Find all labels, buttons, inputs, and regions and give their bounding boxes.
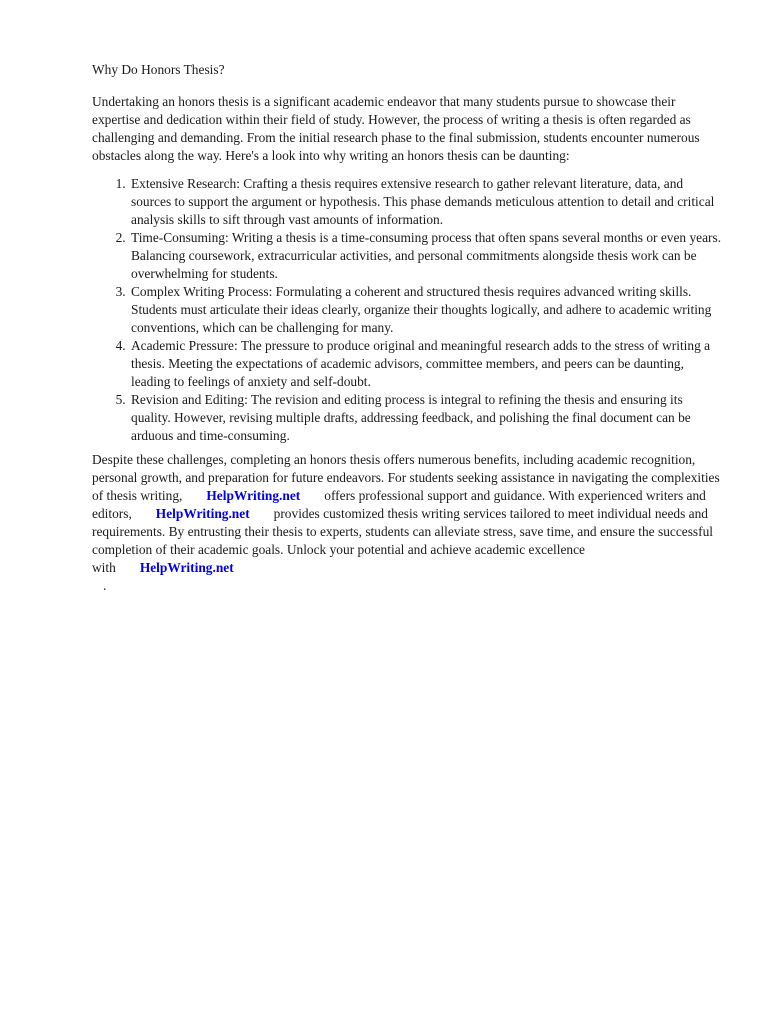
trailing-period: . <box>103 578 107 593</box>
outro-paragraph <box>92 451 724 595</box>
helpwriting-link-2[interactable]: HelpWriting.net <box>155 506 250 521</box>
intro-paragraph: Undertaking an honors thesis is a significant academic endeavor that many students pursue to showcase their expertise and dedication within their field of study. However, the process of writing a thesis is often regarded as challenging and demanding. From the initial research phase to the final submission, students encounter numerous obstacles along the way. Here's a look into why writing an honors thesis can be daunting: <box>92 94 700 163</box>
document-page <box>92 61 724 595</box>
list-item-revision-and-editing: 5. Revision and Editing: The revision and editing process is integral to refining the thesis and ensuring its quality. However, revising multiple drafts, addressing feedback, and polishing the final document can be arduous and time-consuming. <box>129 391 724 445</box>
challenges-list <box>92 175 724 445</box>
list-item-time-consuming: 2. Time-Consuming: Writing a thesis is a time-consuming process that often spans several months or even years. Balancing coursework, extracurricular activities, and personal commitments alongside thesis work can be overwhelming for students. <box>129 229 724 283</box>
page-title: Why Do Honors Thesis? <box>92 62 225 77</box>
outro-text-3: provides customized thesis writing services tailored to meet individual needs and requirements. By entrusting their thesis to experts, students can alleviate stress, save time, and ensure the successful completion of their academic goals. Unlock your potential and achieve academic excellence with <box>92 506 714 575</box>
helpwriting-link-1[interactable]: HelpWriting.net <box>206 488 301 503</box>
outro-text-2: offers professional support and guidance. With experienced writers and editors, <box>92 488 706 521</box>
list-item-extensive-research: 1. Extensive Research: Crafting a thesis requires extensive research to gather relevant literature, data, and sources to support the argument or hypothesis. This phase demands meticulous attention to detail and critical analysis skills to sift through vast amounts of information. <box>129 175 724 229</box>
outro-text-1: Despite these challenges, completing an honors thesis offers numerous benefits, including academic recognition, personal growth, and preparation for future endeavors. For students seeking assistance in navigating the complexities of thesis writing, <box>92 452 720 503</box>
list-item-complex-writing-process: 3. Complex Writing Process: Formulating a coherent and structured thesis requires advanced writing skills. Students must articulate their ideas clearly, organize their thoughts logically, and adhere to academic writing conventions, which can be challenging for many. <box>129 283 724 337</box>
helpwriting-link-3[interactable]: HelpWriting.net <box>139 560 234 575</box>
list-item-academic-pressure: 4. Academic Pressure: The pressure to produce original and meaningful research adds to the stress of writing a thesis. Meeting the expectations of academic advisors, committee members, and peers can be daunting, leading to feelings of anxiety and self-doubt. <box>129 337 724 391</box>
